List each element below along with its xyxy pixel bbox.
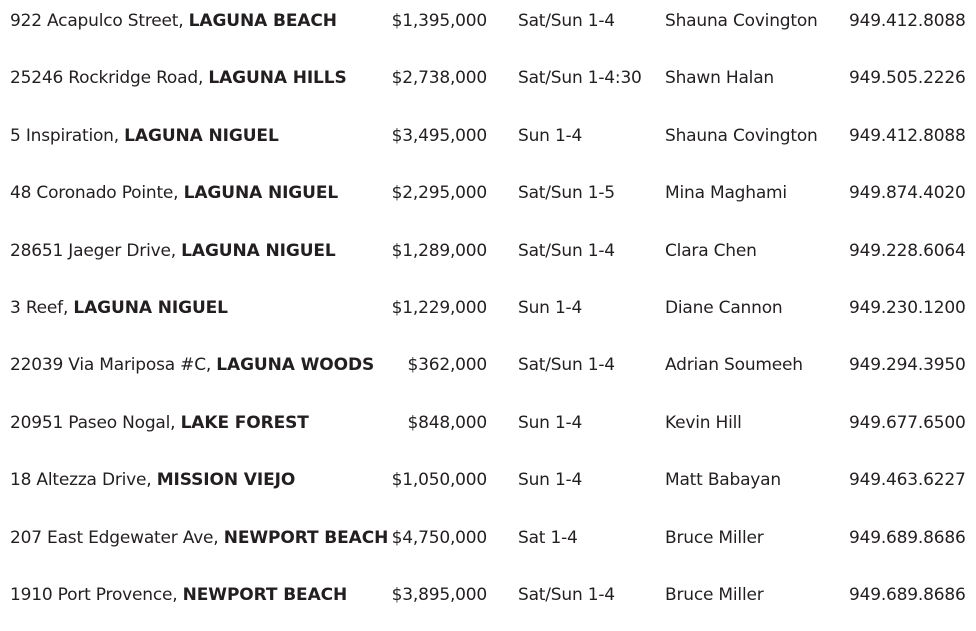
open-house-hours: Sun 1-4: [518, 412, 583, 433]
street-address: 48 Coronado Pointe,: [10, 183, 184, 204]
city-name: LAGUNA HILLS: [208, 68, 347, 89]
listing-price: $362,000: [407, 355, 487, 376]
city-name: LAGUNA NIGUEL: [73, 298, 228, 318]
listing-address: [10, 116, 279, 156]
listing-price: $3,895,000: [391, 585, 487, 605]
city-name: LAKE FOREST: [180, 412, 309, 433]
agent-name: Bruce Miller: [665, 527, 764, 548]
listing-price: $1,050,000: [391, 470, 487, 491]
listing-price: $1,289,000: [391, 240, 487, 261]
city-name: NEWPORT BEACH: [182, 585, 348, 605]
agent-name: Shauna Covington: [665, 125, 818, 146]
city-name: MISSION VIEJO: [156, 470, 296, 491]
agent-name: Bruce Miller: [665, 585, 764, 605]
street-address: 18 Altezza Drive,: [10, 470, 157, 491]
street-address: 207 East Edgewater Ave,: [10, 527, 224, 548]
open-house-hours: Sat/Sun 1-4: [518, 240, 615, 261]
agent-name: Adrian Soumeeh: [665, 355, 803, 376]
open-house-hours: Sat/Sun 1-5: [518, 183, 615, 204]
listing-address: [10, 575, 347, 615]
listing-address: [10, 58, 347, 98]
street-address: 3 Reef,: [10, 298, 74, 318]
listing-price: $3,495,000: [391, 125, 487, 146]
listing-row: [0, 116, 976, 156]
agent-phone: 949.294.3950: [849, 355, 966, 376]
listing-price: $1,229,000: [391, 298, 487, 318]
agent-phone: 949.412.8088: [849, 125, 966, 146]
street-address: 5 Inspiration,: [10, 125, 125, 146]
city-name: LAGUNA WOODS: [216, 355, 375, 376]
listing-row: [0, 288, 976, 328]
agent-phone: 949.505.2226: [849, 68, 966, 89]
listing-price: $2,738,000: [391, 68, 487, 89]
open-house-hours: Sat/Sun 1-4: [518, 355, 615, 376]
open-house-hours: Sun 1-4: [518, 470, 583, 491]
listing-price: $1,395,000: [391, 11, 487, 31]
city-name: NEWPORT BEACH: [223, 527, 389, 548]
listing-price: $848,000: [407, 412, 487, 433]
city-name: LAGUNA NIGUEL: [124, 125, 279, 146]
listing-address: [10, 518, 388, 558]
listing-row: [0, 58, 976, 98]
listing-address: [10, 345, 374, 385]
listing-address: [10, 173, 338, 213]
street-address: 25246 Rockridge Road,: [10, 68, 209, 89]
agent-phone: 949.230.1200: [849, 298, 966, 318]
street-address: 22039 Via Mariposa #C,: [10, 355, 217, 376]
open-house-hours: Sat 1-4: [518, 527, 578, 548]
open-house-hours: Sat/Sun 1-4:30: [518, 68, 642, 89]
agent-phone: 949.874.4020: [849, 183, 966, 204]
city-name: LAGUNA BEACH: [188, 11, 337, 31]
open-house-hours: Sun 1-4: [518, 125, 583, 146]
agent-name: Clara Chen: [665, 240, 757, 261]
listing-address: [10, 231, 336, 271]
listing-row: [0, 575, 976, 615]
street-address: 1910 Port Provence,: [10, 585, 183, 605]
open-house-hours: Sat/Sun 1-4: [518, 11, 615, 31]
agent-name: Shauna Covington: [665, 11, 818, 31]
city-name: LAGUNA NIGUEL: [183, 183, 339, 204]
agent-name: Mina Maghami: [665, 183, 787, 204]
agent-phone: 949.228.6064: [849, 240, 966, 261]
listing-address: [10, 403, 309, 443]
agent-phone: 949.677.6500: [849, 412, 966, 433]
listing-address: [10, 288, 228, 328]
street-address: 28651 Jaeger Drive,: [10, 240, 182, 261]
listing-price: $4,750,000: [391, 527, 487, 548]
open-house-hours: Sun 1-4: [518, 298, 583, 318]
listing-row: [0, 345, 976, 385]
agent-phone: 949.689.8686: [849, 585, 966, 605]
listing-address: [10, 460, 295, 500]
listing-price: $2,295,000: [391, 183, 487, 204]
city-name: LAGUNA NIGUEL: [181, 240, 336, 261]
agent-name: Matt Babayan: [665, 470, 781, 491]
listing-row: [0, 1, 976, 41]
agent-name: Shawn Halan: [665, 68, 774, 89]
listing-address: [10, 1, 337, 41]
agent-phone: 949.412.8088: [849, 11, 966, 31]
listing-row: [0, 173, 976, 213]
listing-row: [0, 460, 976, 500]
listing-row: [0, 403, 976, 443]
open-house-hours: Sat/Sun 1-4: [518, 585, 615, 605]
agent-name: Diane Cannon: [665, 298, 783, 318]
agent-phone: 949.463.6227: [849, 470, 966, 491]
agent-name: Kevin Hill: [665, 412, 742, 433]
street-address: 922 Acapulco Street,: [10, 11, 189, 31]
agent-phone: 949.689.8686: [849, 527, 966, 548]
listing-row: [0, 518, 976, 558]
listing-row: [0, 231, 976, 271]
street-address: 20951 Paseo Nogal,: [10, 412, 181, 433]
